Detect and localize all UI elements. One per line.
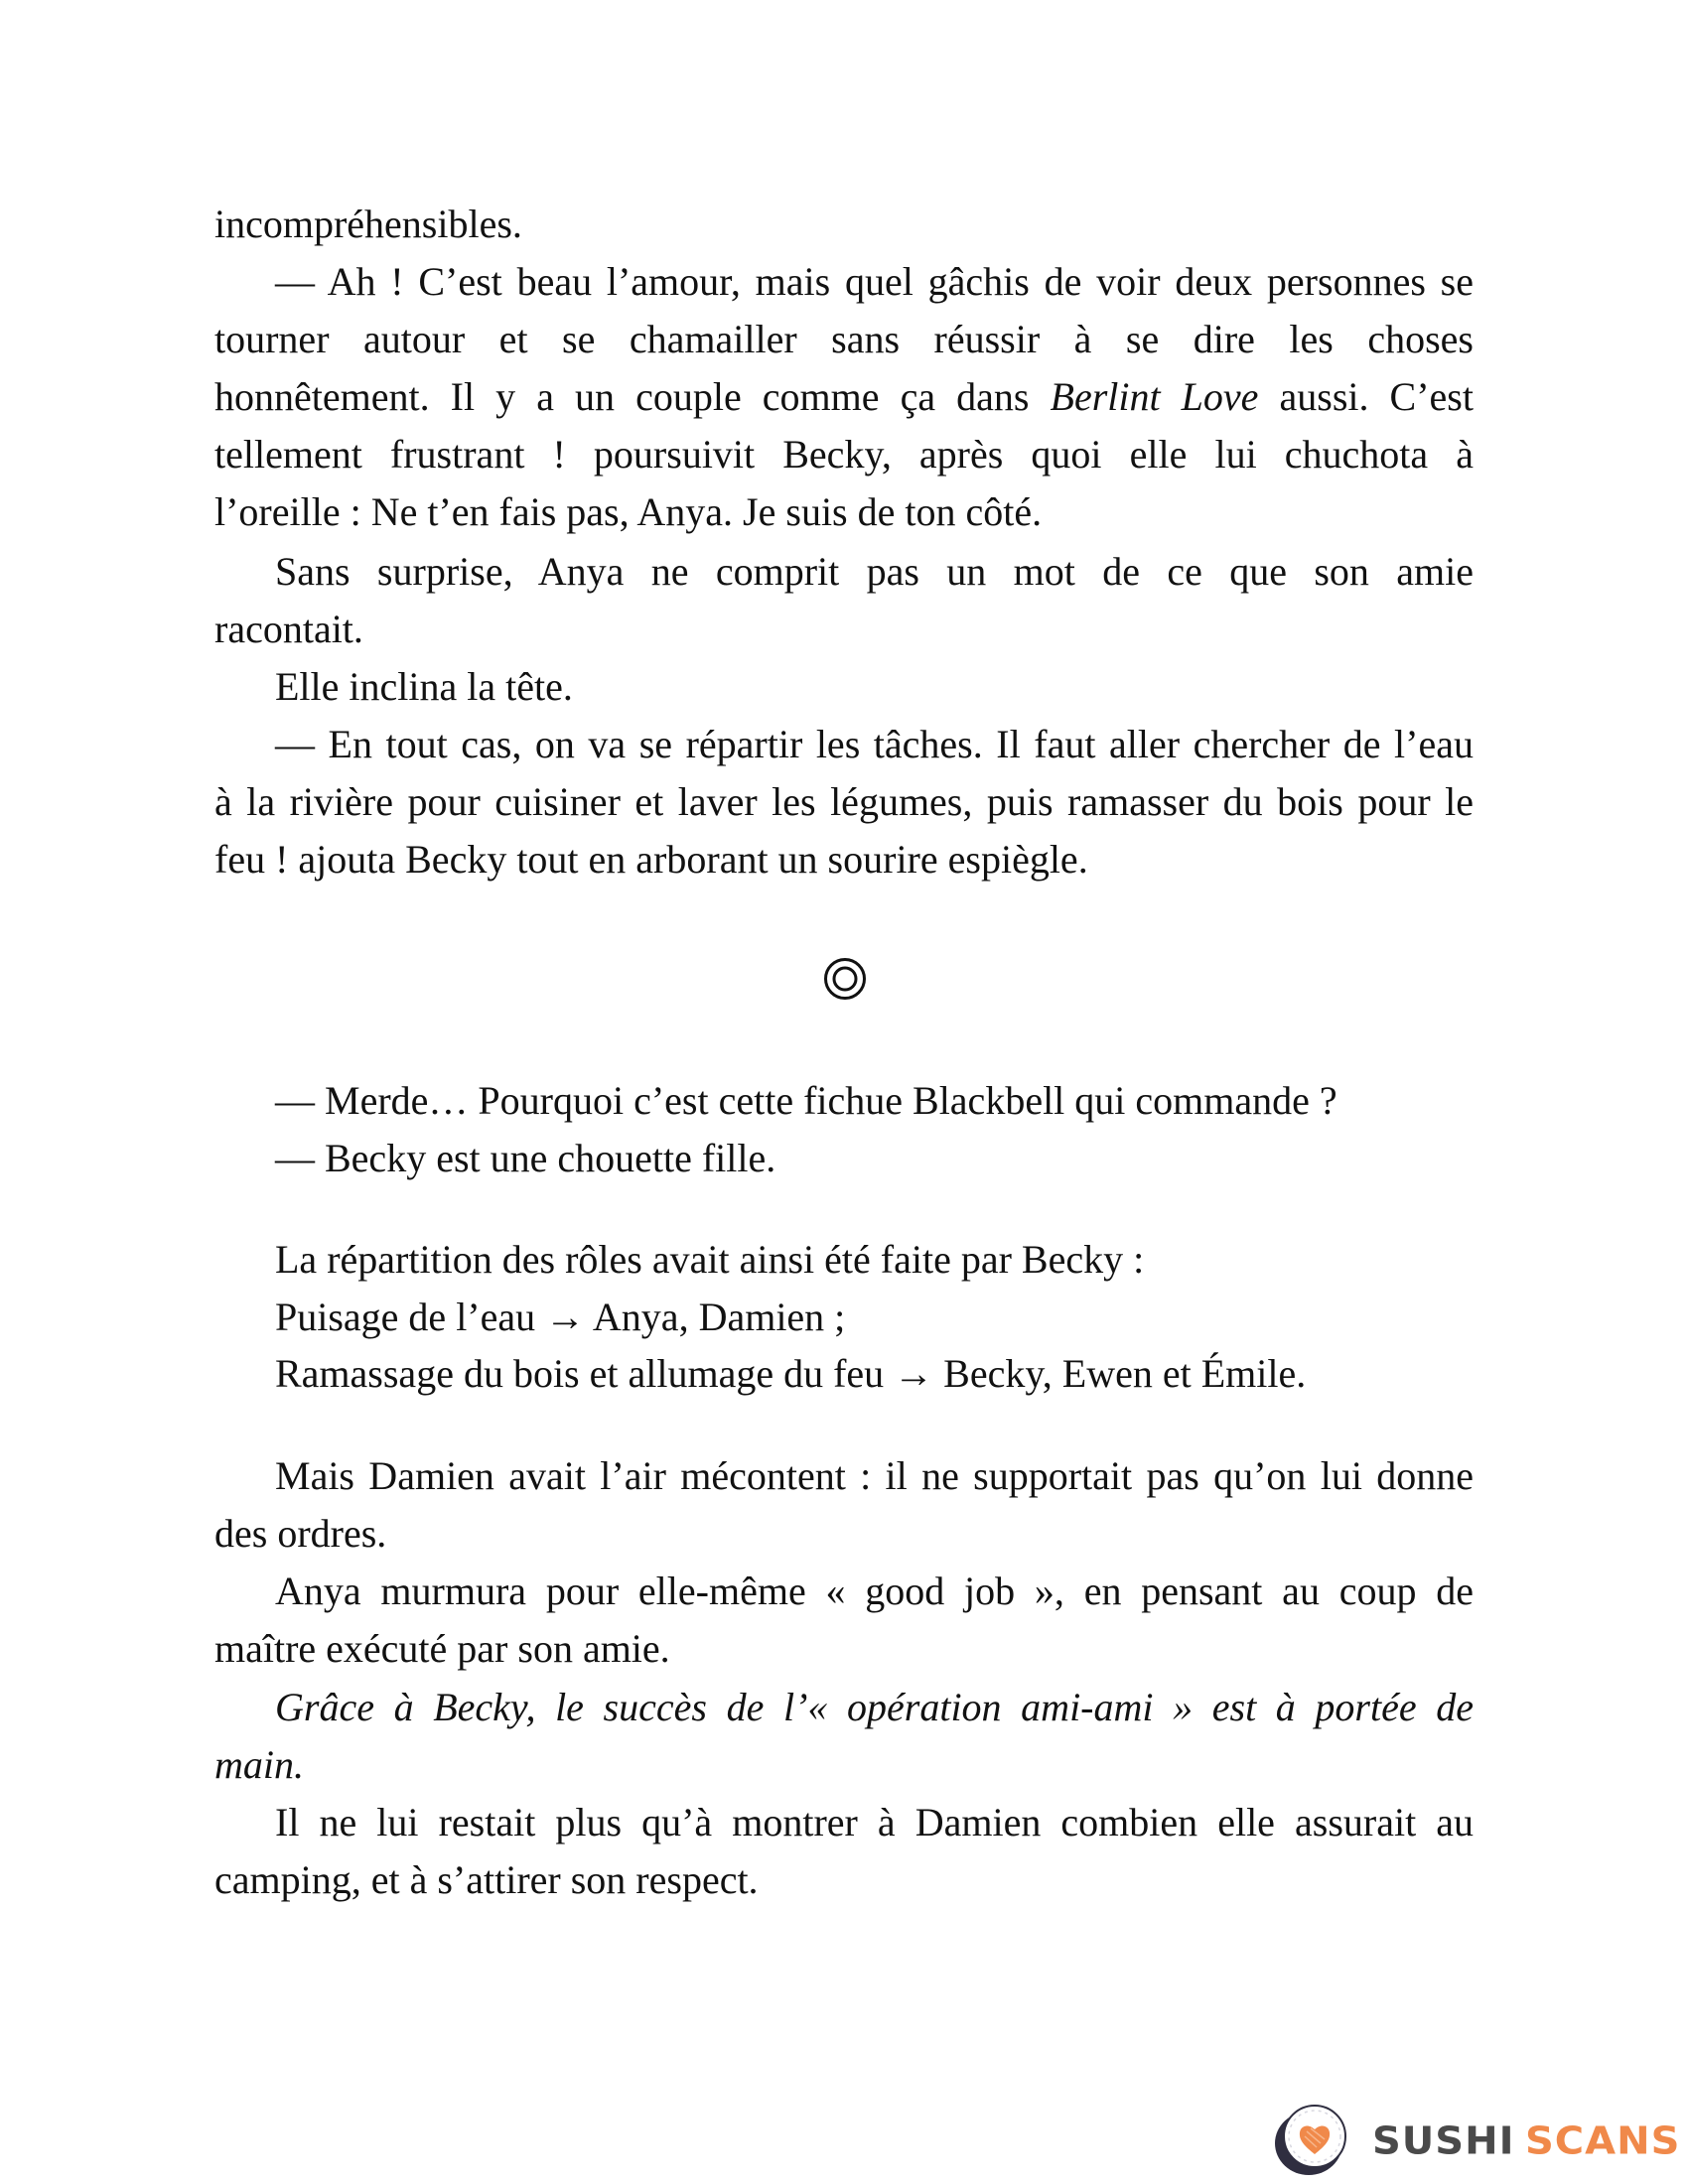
text-line: incompréhensibles.: [214, 202, 522, 246]
text-line: camping, et à s’attirer son respect.: [214, 1857, 759, 1902]
text-line: l’oreille : Ne t’en fais pas, Anya. Je suis de ton côté.: [214, 489, 1043, 534]
thought-line: main.: [214, 1742, 304, 1787]
text-line: Il ne lui restait plus qu’à montrer à Damien combien elle assurait au: [275, 1800, 1474, 1844]
book-title: Berlint Love: [1050, 374, 1259, 419]
text-line: Sans surprise, Anya ne comprit pas un mot de ce que son amie: [275, 549, 1474, 594]
text-line: racontait.: [214, 607, 363, 651]
logo-word-sushi: SUSHI: [1372, 2119, 1515, 2163]
text-line: à la rivière pour cuisiner et laver les légumes, puis ramasser du bois pour le: [214, 779, 1474, 824]
text-line: tellement frustrant ! poursuivit Becky, après quoi elle lui chuchota à: [214, 432, 1474, 477]
sushi-roll-icon: [1271, 2099, 1350, 2178]
text-line: tourner autour et se chamailler sans réussir à se dire les choses: [214, 317, 1474, 361]
text-span: honnêtement. Il y a un couple comme ça dans: [214, 374, 1051, 419]
sushi-scans-watermark: [1271, 2097, 1688, 2176]
text-span: aussi. C’est: [1258, 374, 1474, 419]
text-line: La répartition des rôles avait ainsi été faite par Becky :: [275, 1237, 1145, 1282]
text-line: maître exécuté par son amie.: [214, 1626, 670, 1671]
text-line: [214, 374, 1474, 419]
list-item: Ramassage du bois et allumage du feu → Becky, Ewen et Émile.: [275, 1351, 1307, 1396]
text-line: Elle inclina la tête.: [275, 664, 573, 709]
logo-word-scans: SCANS: [1525, 2119, 1681, 2163]
text-line: Anya murmura pour elle-même « good job », en pensant au coup de: [275, 1569, 1474, 1613]
text-line: — Ah ! C’est beau l’amour, mais quel gâchis de voir deux personnes se: [275, 259, 1474, 304]
text-line: — En tout cas, on va se répartir les tâches. Il faut aller chercher de l’eau: [275, 722, 1474, 766]
text-line: des ordres.: [214, 1511, 387, 1556]
thought-line: Grâce à Becky, le succès de l’« opération ami-ami » est à portée de: [275, 1685, 1474, 1729]
text-line: Mais Damien avait l’air mécontent : il ne supportait pas qu’on lui donne: [275, 1453, 1474, 1498]
double-circle-icon: [823, 957, 867, 1001]
dialogue-line: — Becky est une chouette fille.: [275, 1136, 776, 1180]
list-item: Puisage de l’eau → Anya, Damien ;: [275, 1295, 846, 1339]
text-line: feu ! ajouta Becky tout en arborant un sourire espiègle.: [214, 837, 1088, 882]
dialogue-line: — Merde… Pourquoi c’est cette fichue Blackbell qui commande ?: [275, 1078, 1337, 1123]
